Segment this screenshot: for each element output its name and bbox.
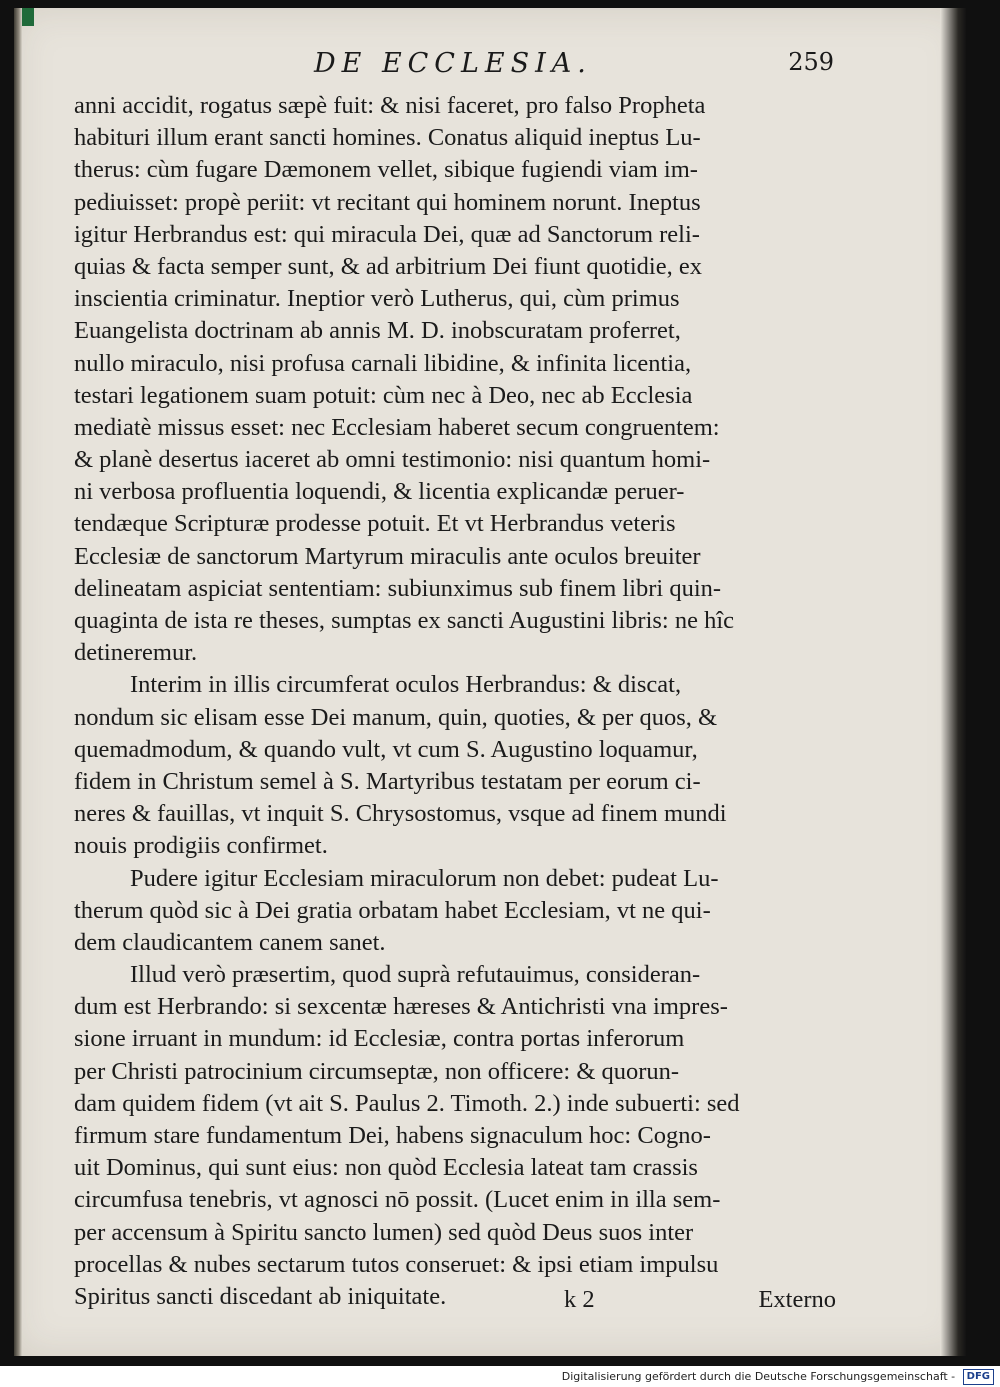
text-line: Euangelista doctrinam ab annis M. D. inobscuratam proferret,: [74, 317, 681, 345]
text-line: pediuisset: propè periit: vt recitant qui hominem norunt. Ineptus: [74, 188, 701, 216]
text-line: circumfusa tenebris, vt agnosci nō possit. (Lucet enim in illa sem-: [74, 1186, 721, 1214]
text-line: fidem in Christum semel à S. Martyribus testatam per eorum ci-: [74, 767, 701, 795]
paragraph-start-line: Illud verò præsertim, quod suprà refutauimus, consideran-: [130, 961, 701, 989]
text-line: per accensum à Spiritu sancto lumen) sed quòd Deus suos inter: [74, 1218, 694, 1246]
text-line: ni verbosa profluentia loquendi, & licentia explicandæ peruer-: [74, 478, 685, 506]
text-line: tendæque Scripturæ prodesse potuit. Et vt Herbrandus veteris: [74, 510, 676, 538]
text-line: delineatam aspiciat sententiam: subiunximus sub finem libri quin-: [74, 574, 722, 602]
text-line: quemadmodum, & quando vult, vt cum S. Augustino loquamur,: [74, 735, 698, 763]
book-page: [14, 8, 966, 1356]
text-line: sione irruant in mundum: id Ecclesiæ, contra portas inferorum: [74, 1025, 685, 1053]
text-line: neres & fauillas, vt inquit S. Chrysostomus, vsque ad finem mundi: [74, 800, 727, 828]
text-line: anni accidit, rogatus sæpè fuit: & nisi faceret, pro falso Propheta: [74, 92, 706, 119]
text-line: nullo miraculo, nisi profusa carnali libidine, & infinita licentia,: [74, 349, 692, 377]
text-line: habituri illum erant sancti homines. Conatus aliquid ineptus Lu-: [74, 124, 701, 152]
text-line: testari legationem suam potuit: cùm nec à Deo, nec ab Ecclesia: [74, 381, 693, 409]
page-spine-edge: [14, 8, 22, 1356]
credit-text: Digitalisierung gefördert durch die Deutsche Forschungsgemeinschaft -: [561, 1370, 956, 1383]
text-line: nondum sic elisam esse Dei manum, quin, quoties, & per quos, &: [74, 703, 718, 731]
text-line: nouis prodigiis confirmet.: [74, 832, 328, 860]
page-footer: [74, 1286, 836, 1320]
catchword: Externo: [758, 1286, 836, 1313]
text-line: Spiritus sancti discedant ab iniquitate.: [74, 1282, 447, 1310]
text-line: mediatè missus esset: nec Ecclesiam haberet secum congruentem:: [74, 413, 720, 441]
text-line: quaginta de ista re theses, sumptas ex sancti Augustini libris: ne hîc: [74, 607, 735, 634]
text-line: uit Dominus, qui sunt eius: non quòd Ecclesia lateat tam crassis: [74, 1154, 698, 1182]
text-line: firmum stare fundamentum Dei, habens signaculum hoc: Cogno-: [74, 1122, 711, 1149]
funding-credit: [562, 1368, 994, 1386]
text-line: dem claudicantem canem sanet.: [74, 928, 386, 956]
text-line: dum est Herbrando: si sexcentæ hæreses & Antichristi vna impres-: [74, 993, 728, 1021]
text-line: & planè desertus iaceret ab omni testimonio: nisi quantum homi-: [74, 446, 711, 474]
page-right-edge: [940, 8, 966, 1356]
text-line: Ecclesiæ de sanctorum Martyrum miraculis ante oculos breuiter: [74, 542, 701, 570]
text-line: dam quidem fidem (vt ait S. Paulus 2. Timoth. 2.) inde subuerti: sed: [74, 1089, 740, 1117]
bookmark-tab: [22, 8, 34, 26]
text-line: quias & facta semper sunt, & ad arbitrium Dei fiunt quotidie, ex: [74, 252, 702, 280]
page-header: [314, 48, 834, 92]
dfg-logo-icon: DFG: [963, 1369, 994, 1385]
page-number: 259: [788, 48, 834, 76]
paragraph-start-line: Interim in illis circumferat oculos Herbrandus: & discat,: [130, 671, 682, 699]
text-line: therum quòd sic à Dei gratia orbatam habet Ecclesiam, vt ne qui-: [74, 896, 711, 924]
text-line: per Christi patrocinium circumseptæ, non officere: & quorun-: [74, 1057, 680, 1085]
text-line: igitur Herbrandus est: qui miracula Dei, quæ ad Sanctorum reli-: [74, 220, 700, 248]
running-title: DE ECCLESIA.: [314, 48, 592, 79]
text-line: detineremur.: [74, 639, 198, 667]
text-line: therus: cùm fugare Dæmonem vellet, sibique fugiendi viam im-: [74, 156, 698, 184]
paragraph-start-line: Pudere igitur Ecclesiam miraculorum non debet: pudeat Lu-: [130, 864, 719, 892]
signature-mark: k 2: [564, 1286, 595, 1313]
body-text: [74, 90, 836, 1313]
text-line: inscientia criminatur. Ineptior verò Lutherus, qui, cùm primus: [74, 285, 680, 313]
text-line: procellas & nubes sectarum tutos conseruet: & ipsi etiam impulsu: [74, 1250, 719, 1278]
